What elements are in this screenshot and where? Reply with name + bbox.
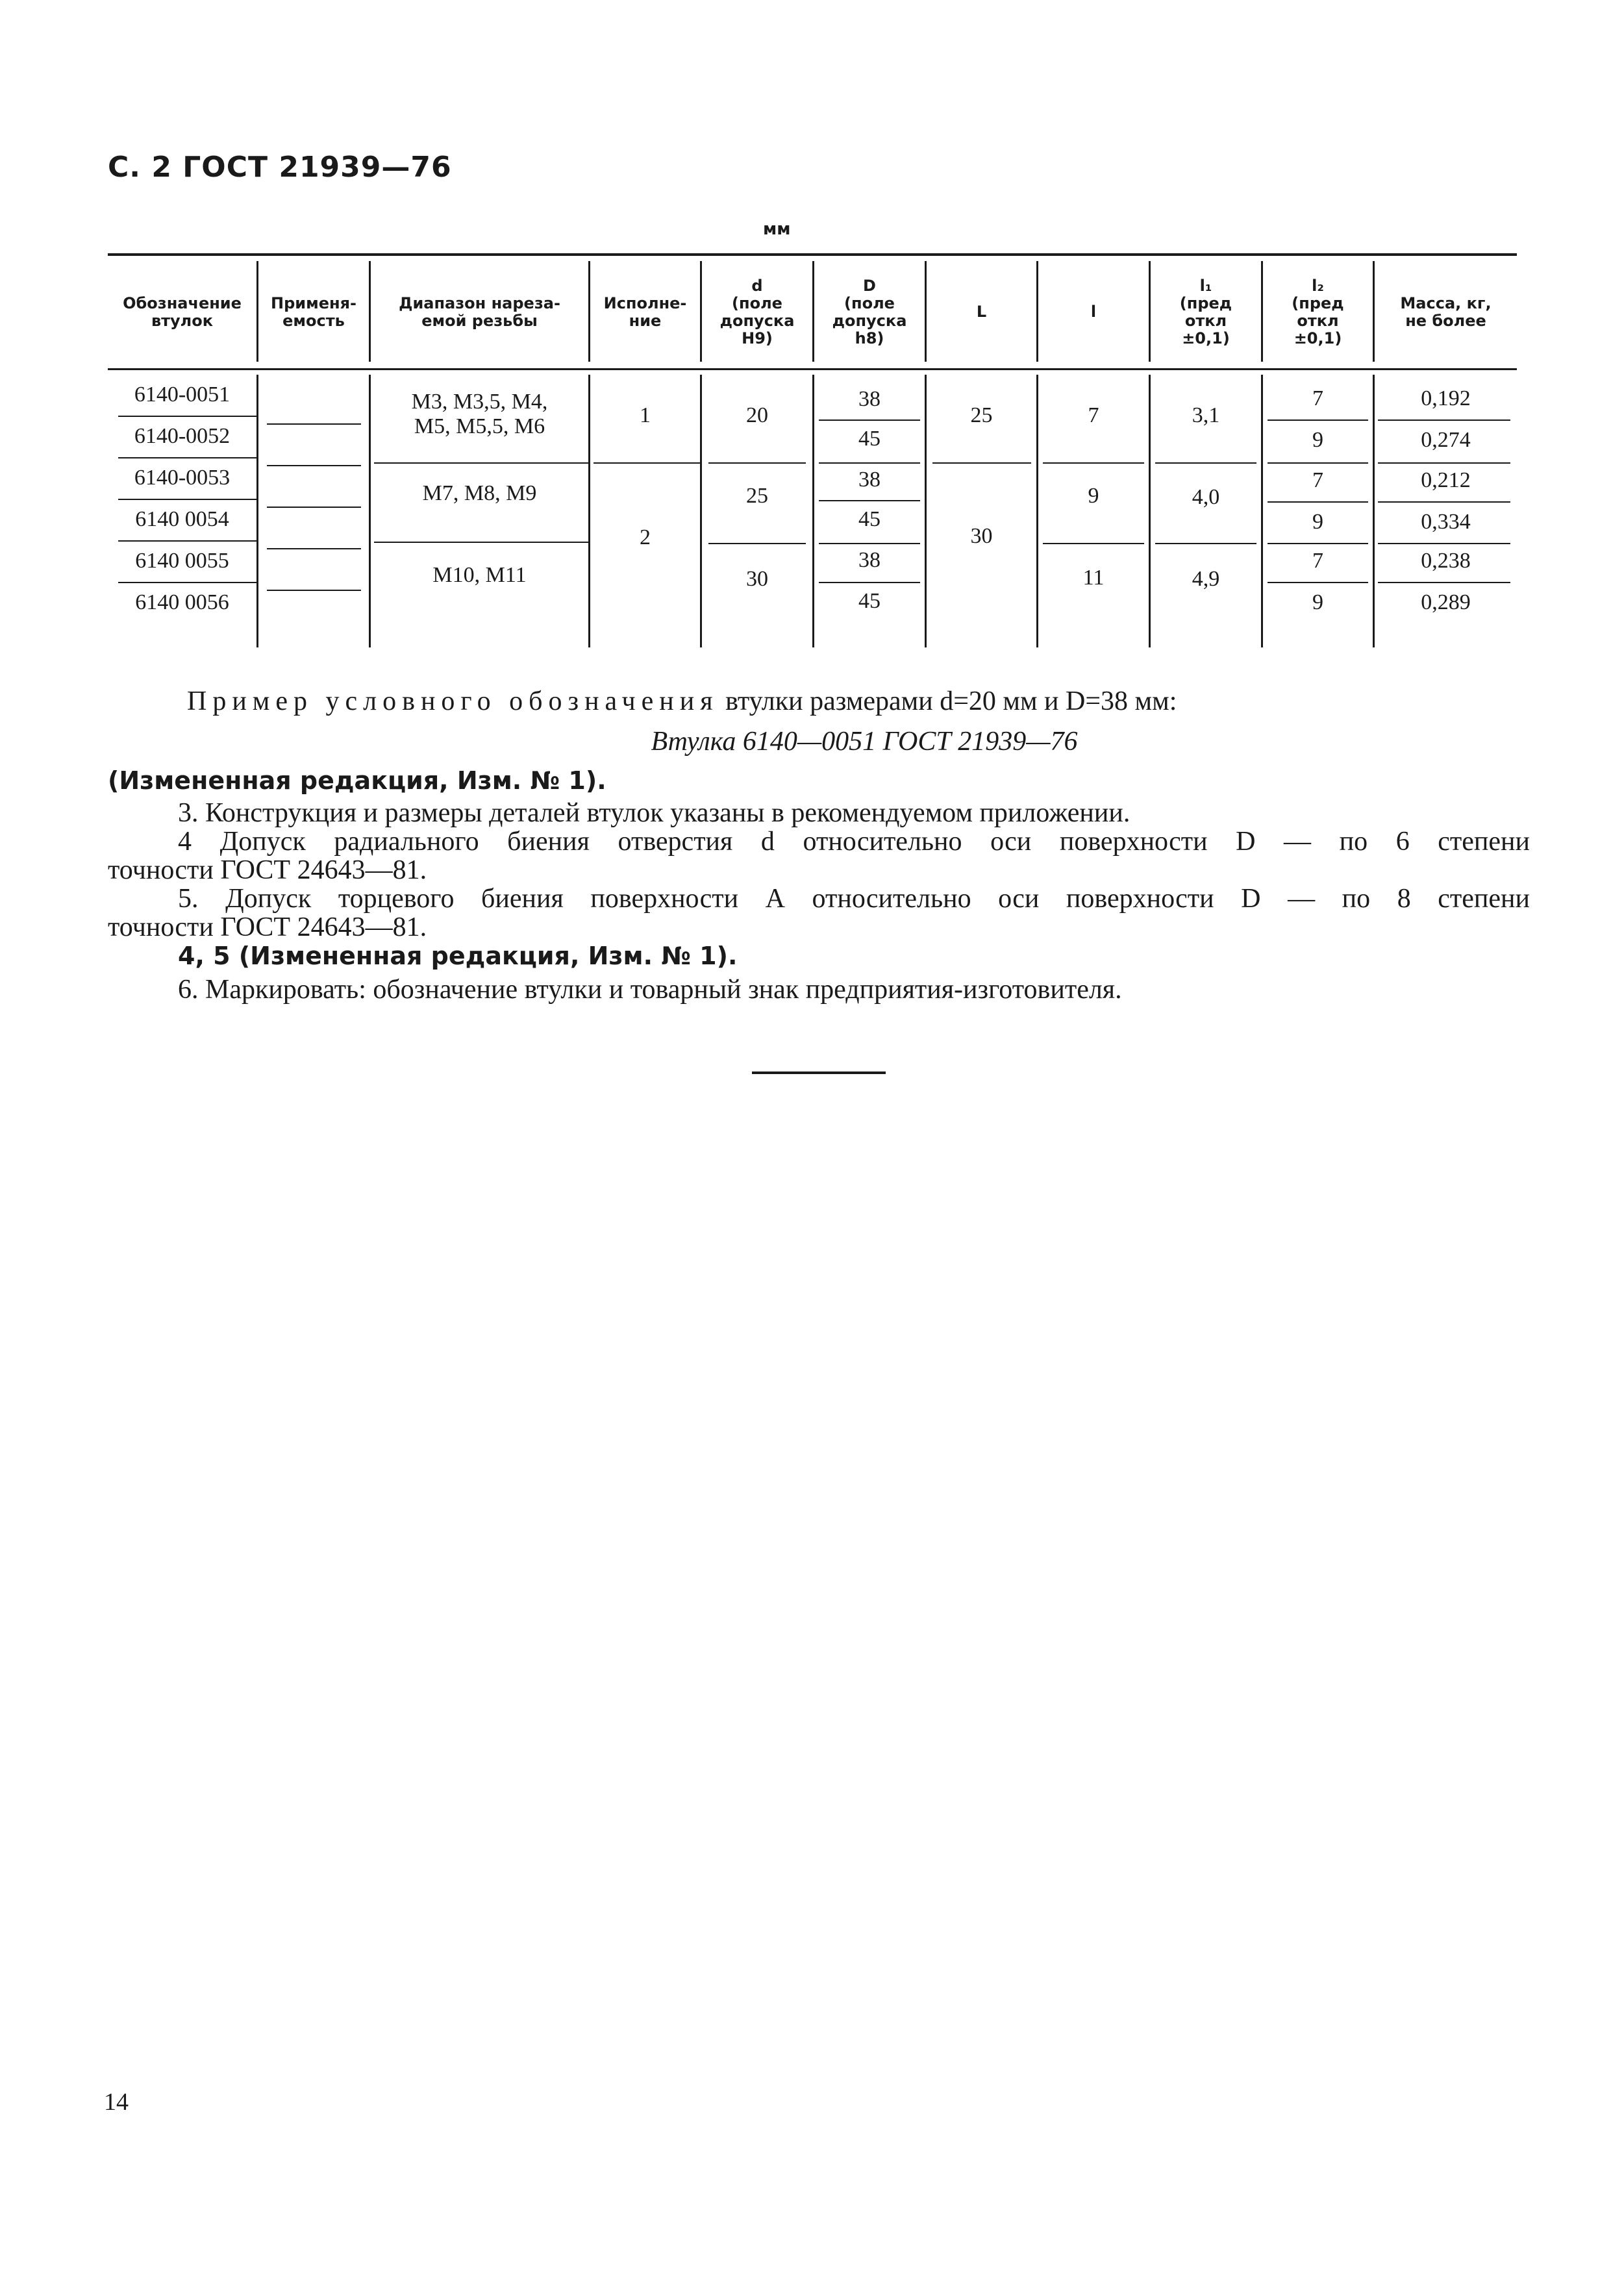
row-rule <box>118 457 256 458</box>
mass-cell: 0,289 <box>1421 590 1471 614</box>
designation-cell: 6140-0053 <box>134 466 231 490</box>
designation-cell: 6140 0056 <box>135 590 229 614</box>
row-rule <box>593 462 700 464</box>
version-cell: 1 <box>640 403 651 427</box>
note-5-cont: точности ГОСТ 24643—81. <box>108 912 427 942</box>
l2-cell: 9 <box>1312 428 1323 452</box>
thread-range-cell: М3, М3,5, М4, М5, М5,5, М6 <box>411 390 548 438</box>
header-thread-range: Диапазон нареза- емой резьбы <box>399 294 560 330</box>
applicability-line <box>267 423 361 425</box>
designation-cell: 6140-0052 <box>134 424 231 448</box>
row-rule <box>118 499 256 500</box>
designation-cell: 6140 0054 <box>135 507 229 531</box>
D-cell: 45 <box>858 427 881 451</box>
example-label: Пример условного обозначения <box>187 686 719 716</box>
D-cell: 45 <box>858 507 881 531</box>
row-rule <box>708 543 806 544</box>
l2-cell: 7 <box>1312 468 1323 492</box>
bushing-table <box>108 253 1517 656</box>
row-rule <box>118 540 256 542</box>
header-applicability: Применя- емость <box>271 294 356 330</box>
d-cell: 20 <box>746 403 768 427</box>
applicability-line <box>267 548 361 549</box>
l-cell: 9 <box>1088 484 1099 508</box>
l1-cell: 3,1 <box>1192 403 1220 427</box>
D-cell: 38 <box>858 548 881 572</box>
header-L: L <box>976 303 987 321</box>
mass-cell: 0,192 <box>1421 386 1471 410</box>
l2-cell: 7 <box>1312 549 1323 573</box>
header-l1: l₁ (пред откл ±0,1) <box>1179 276 1232 347</box>
revision-note-45: 4, 5 (Измененная редакция, Изм. № 1). <box>178 942 738 970</box>
designation-cell: 6140-0051 <box>134 382 231 407</box>
row-rule <box>932 462 1031 464</box>
designation-cell: 6140 0055 <box>135 549 229 573</box>
L-cell: 30 <box>970 524 993 548</box>
table-top-rule <box>108 253 1517 256</box>
applicability-line <box>267 465 361 466</box>
header-l2: l₂ (пред откл ±0,1) <box>1292 276 1344 347</box>
table-header-rule <box>108 368 1517 370</box>
header-D: D (поле допуска h8) <box>832 276 907 347</box>
applicability-line <box>267 590 361 591</box>
row-rule <box>1155 462 1256 464</box>
example-designation: Втулка 6140—0051 ГОСТ 21939—76 <box>651 727 1078 757</box>
d-cell: 25 <box>746 484 768 508</box>
D-cell: 38 <box>858 468 881 492</box>
example-label-rest: втулки размерами d=20 мм и D=38 мм: <box>725 686 1177 716</box>
note-6: 6. Маркировать: обозначение втулки и товарный знак предприятия-изготовителя. <box>178 975 1122 1005</box>
row-rule <box>118 416 256 417</box>
applicability-line <box>267 507 361 508</box>
note-5: 5. Допуск торцевого биения поверхности А относительно оси поверхности D — по 8 степени <box>178 884 1530 914</box>
L-cell: 25 <box>970 403 993 427</box>
row-rule <box>374 462 588 464</box>
d-cell: 30 <box>746 567 768 591</box>
col-divider <box>256 375 258 647</box>
l2-cell: 9 <box>1312 510 1323 534</box>
note-3: 3. Конструкция и размеры деталей втулок указаны в рекомендуемом приложении. <box>178 798 1131 828</box>
header-version: Исполне- ние <box>603 294 687 330</box>
l1-cell: 4,9 <box>1192 567 1220 591</box>
mass-cell: 0,274 <box>1421 428 1471 452</box>
l-cell: 7 <box>1088 403 1099 427</box>
row-rule <box>708 462 806 464</box>
l2-cell: 7 <box>1312 386 1323 410</box>
note-4: 4 Допуск радиального биения отверстия d относительно оси поверхности D — по 6 степени <box>178 827 1530 857</box>
header-d: d (поле допуска Н9) <box>719 276 795 347</box>
table-units: мм <box>763 219 791 239</box>
revision-note: (Измененная редакция, Изм. № 1). <box>108 766 606 795</box>
mass-cell: 0,238 <box>1421 549 1471 573</box>
version-cell: 2 <box>640 525 651 549</box>
row-rule <box>1155 543 1256 544</box>
row-rule <box>118 582 256 583</box>
header-designation: Обозначение втулок <box>123 294 242 330</box>
l1-cell: 4,0 <box>1192 485 1220 509</box>
mass-cell: 0,212 <box>1421 468 1471 492</box>
row-rule <box>374 542 588 543</box>
page-title: С. 2 ГОСТ 21939—76 <box>108 151 452 184</box>
header-mass: Масса, кг, не более <box>1400 294 1492 330</box>
end-rule <box>752 1071 886 1074</box>
page-number: 14 <box>104 2088 129 2116</box>
l-cell: 11 <box>1082 566 1105 590</box>
thread-range-cell: М10, М11 <box>432 563 527 587</box>
example-line <box>108 687 1530 716</box>
header-l: l <box>1090 303 1097 321</box>
note-4-cont: точности ГОСТ 24643—81. <box>108 855 427 885</box>
l2-cell: 9 <box>1312 590 1323 614</box>
row-rule <box>1043 462 1144 464</box>
thread-range-cell: М7, М8, М9 <box>422 481 537 505</box>
D-cell: 45 <box>858 589 881 613</box>
mass-cell: 0,334 <box>1421 510 1471 534</box>
row-rule <box>1043 543 1144 544</box>
D-cell: 38 <box>858 387 881 411</box>
